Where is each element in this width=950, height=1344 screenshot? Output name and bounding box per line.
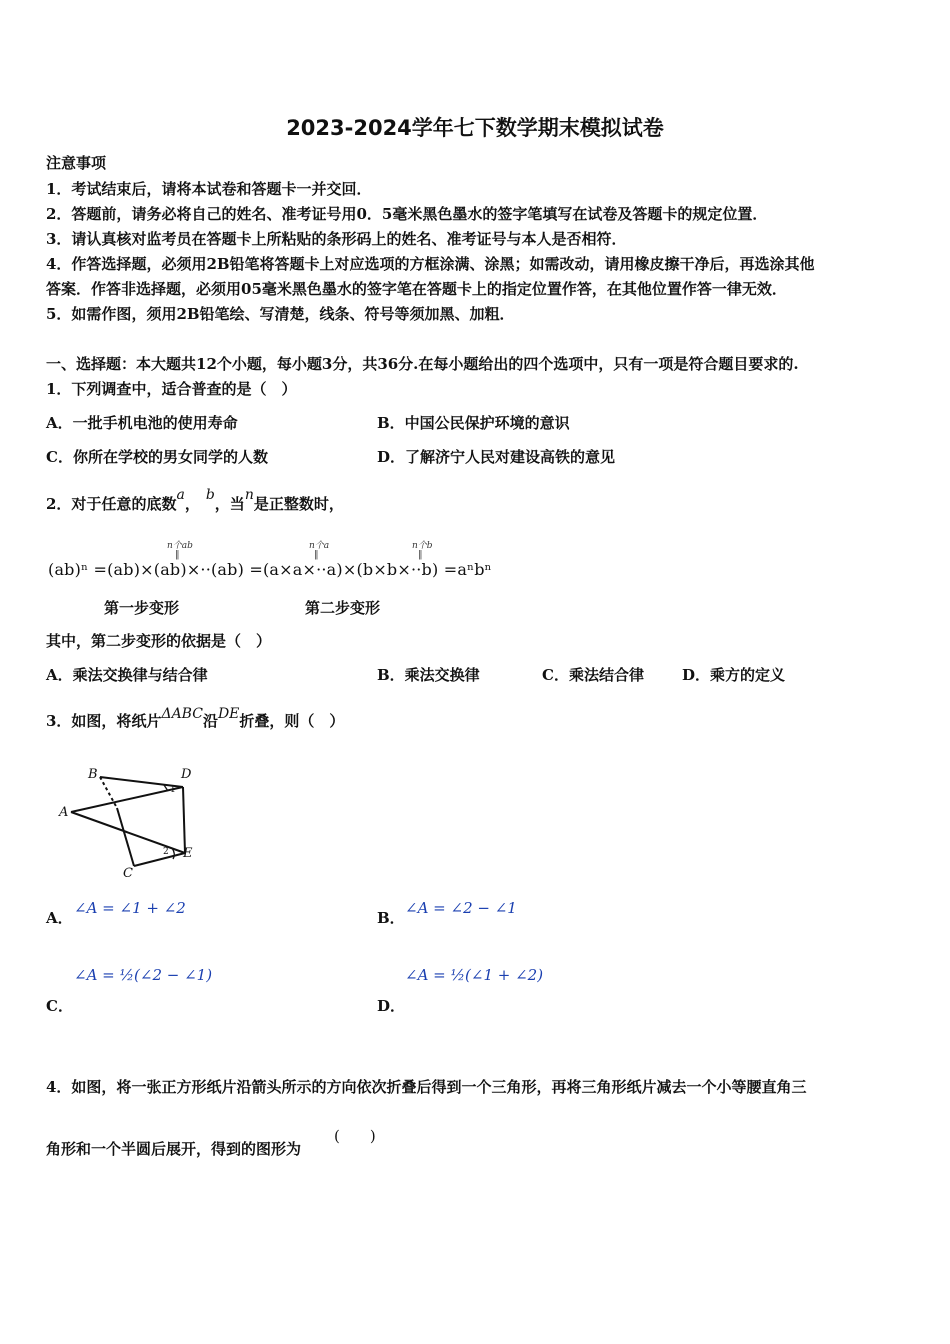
q2-option-a[interactable]: A．乘法交换律与结合律: [46, 666, 208, 684]
page-title: 2023-2024学年七下数学期末模拟试卷: [286, 116, 664, 140]
segment-bc: [117, 808, 134, 866]
brace-mark: ‖: [418, 550, 423, 560]
label-e: E: [183, 846, 193, 861]
q2-stem-pre: 2．对于任意的底数: [46, 495, 177, 513]
question-1-stem: 1．下列调查中，适合普查的是（ ）: [46, 380, 297, 398]
label-d: D: [181, 767, 192, 782]
note-item: 5．如需作图，须用2B铅笔绘、写清楚，线条、符号等须加黑、加粗．: [46, 305, 515, 323]
brace-mark: ‖: [175, 550, 180, 560]
note-item: 1．考试结束后，请将本试卷和答题卡一并交回．: [46, 180, 372, 198]
brace-label-ab: n个ab: [167, 541, 193, 551]
q2-formula: (ab)ⁿ =(ab)×(ab)×··(ab) =(a×a×··a)×(b×b×··b) =aⁿbⁿ: [48, 560, 492, 579]
brace-label-a: n个a: [309, 541, 330, 551]
q2-option-b[interactable]: B．乘法交换律: [377, 666, 480, 684]
segment-ad: [71, 787, 183, 812]
var-b: b: [205, 487, 215, 503]
brace-mark: ‖: [314, 550, 319, 560]
var-a: a: [176, 487, 185, 503]
q1-option-c[interactable]: C．你所在学校的男女同学的人数: [46, 448, 268, 466]
label-angle-1: 1: [170, 785, 176, 795]
fold-triangle-figure: [46, 760, 216, 885]
brace-label-b: n个b: [412, 541, 433, 551]
q3-option-a-label[interactable]: A．: [46, 909, 73, 927]
note-item: 答案．作答非选择题，必须用05毫米黑色墨水的签字笔在答题卡上的指定位置作答，在其他位置作答一律无效．: [46, 280, 787, 298]
q3-stem-post: 折叠，则（ ）: [239, 712, 345, 730]
step-1-label: 第一步变形: [104, 599, 180, 617]
q1-option-a[interactable]: A．一批手机电池的使用寿命: [46, 414, 238, 432]
q3-option-c-expr: ∠A = ½(∠2 − ∠1): [74, 966, 213, 984]
var-n: n: [244, 487, 254, 503]
q2-option-d[interactable]: D．乘方的定义: [682, 666, 786, 684]
q3-option-d-label[interactable]: D．: [377, 997, 406, 1015]
q1-option-b[interactable]: B．中国公民保护环境的意识: [377, 414, 570, 432]
note-item: 3．请认真核对监考员在答题卡上所粘贴的条形码上的姓名、准考证号与本人是否相符．: [46, 230, 627, 248]
notes-heading: 注意事项: [46, 154, 107, 172]
q3-option-d-expr: ∠A = ½(∠1 + ∠2): [405, 966, 544, 984]
question-4-line-2: 角形和一个半圆后展开，得到的图形为: [46, 1140, 302, 1158]
note-item: 2．答题前，请务必将自己的姓名、准考证号用0．5毫米黑色墨水的签字笔填写在试卷及答题卡的规定位置．: [46, 205, 768, 223]
q2-stem-post: 是正整数时，: [253, 495, 344, 513]
q2-question: 其中，第二步变形的依据是（ ）: [46, 632, 272, 650]
q2-comma: ，: [184, 495, 200, 513]
note-item: 4．作答选择题，必须用2B铅笔将答题卡上对应选项的方框涂满、涂黑；如需改动，请用橡皮擦干净后，再选涂其他: [46, 255, 815, 273]
q3-option-a-expr: ∠A = ∠1 + ∠2: [74, 899, 186, 917]
label-b: B: [88, 767, 98, 782]
question-4-line-1: 4．如图，将一张正方形纸片沿箭头所示的方向依次折叠后得到一个三角形，再将三角形纸片减去一个小等腰直角三: [46, 1078, 807, 1096]
section-heading: 一、选择题：本大题共12个小题，每小题3分，共36分.在每小题给出的四个选项中，只有一项是符合题目要求的.: [46, 355, 799, 373]
segment-de: DE: [217, 706, 240, 722]
step-2-label: 第二步变形: [305, 599, 381, 617]
q3-option-b-expr: ∠A = ∠2 − ∠1: [405, 899, 517, 917]
q3-option-b-label[interactable]: B．: [377, 909, 405, 927]
q3-stem-pre: 3．如图，将纸片: [46, 712, 162, 730]
question-3-stem: [46, 706, 345, 731]
answer-blank: ( ): [334, 1127, 376, 1145]
q2-stem-mid: ，当: [214, 495, 245, 513]
triangle-abc: ΔABC: [161, 706, 203, 722]
q1-option-d[interactable]: D．了解济宁人民对建设高铁的意见: [377, 448, 616, 466]
q3-stem-mid: 沿: [202, 712, 218, 730]
segment-de: [183, 787, 185, 853]
q3-option-c-label[interactable]: C．: [46, 997, 73, 1015]
question-2-stem: [46, 487, 344, 514]
label-a: A: [59, 805, 69, 820]
segment-ce: [134, 853, 185, 866]
q2-option-c[interactable]: C．乘法结合律: [542, 666, 644, 684]
label-c: C: [123, 866, 133, 881]
label-angle-2: 2: [163, 847, 169, 857]
